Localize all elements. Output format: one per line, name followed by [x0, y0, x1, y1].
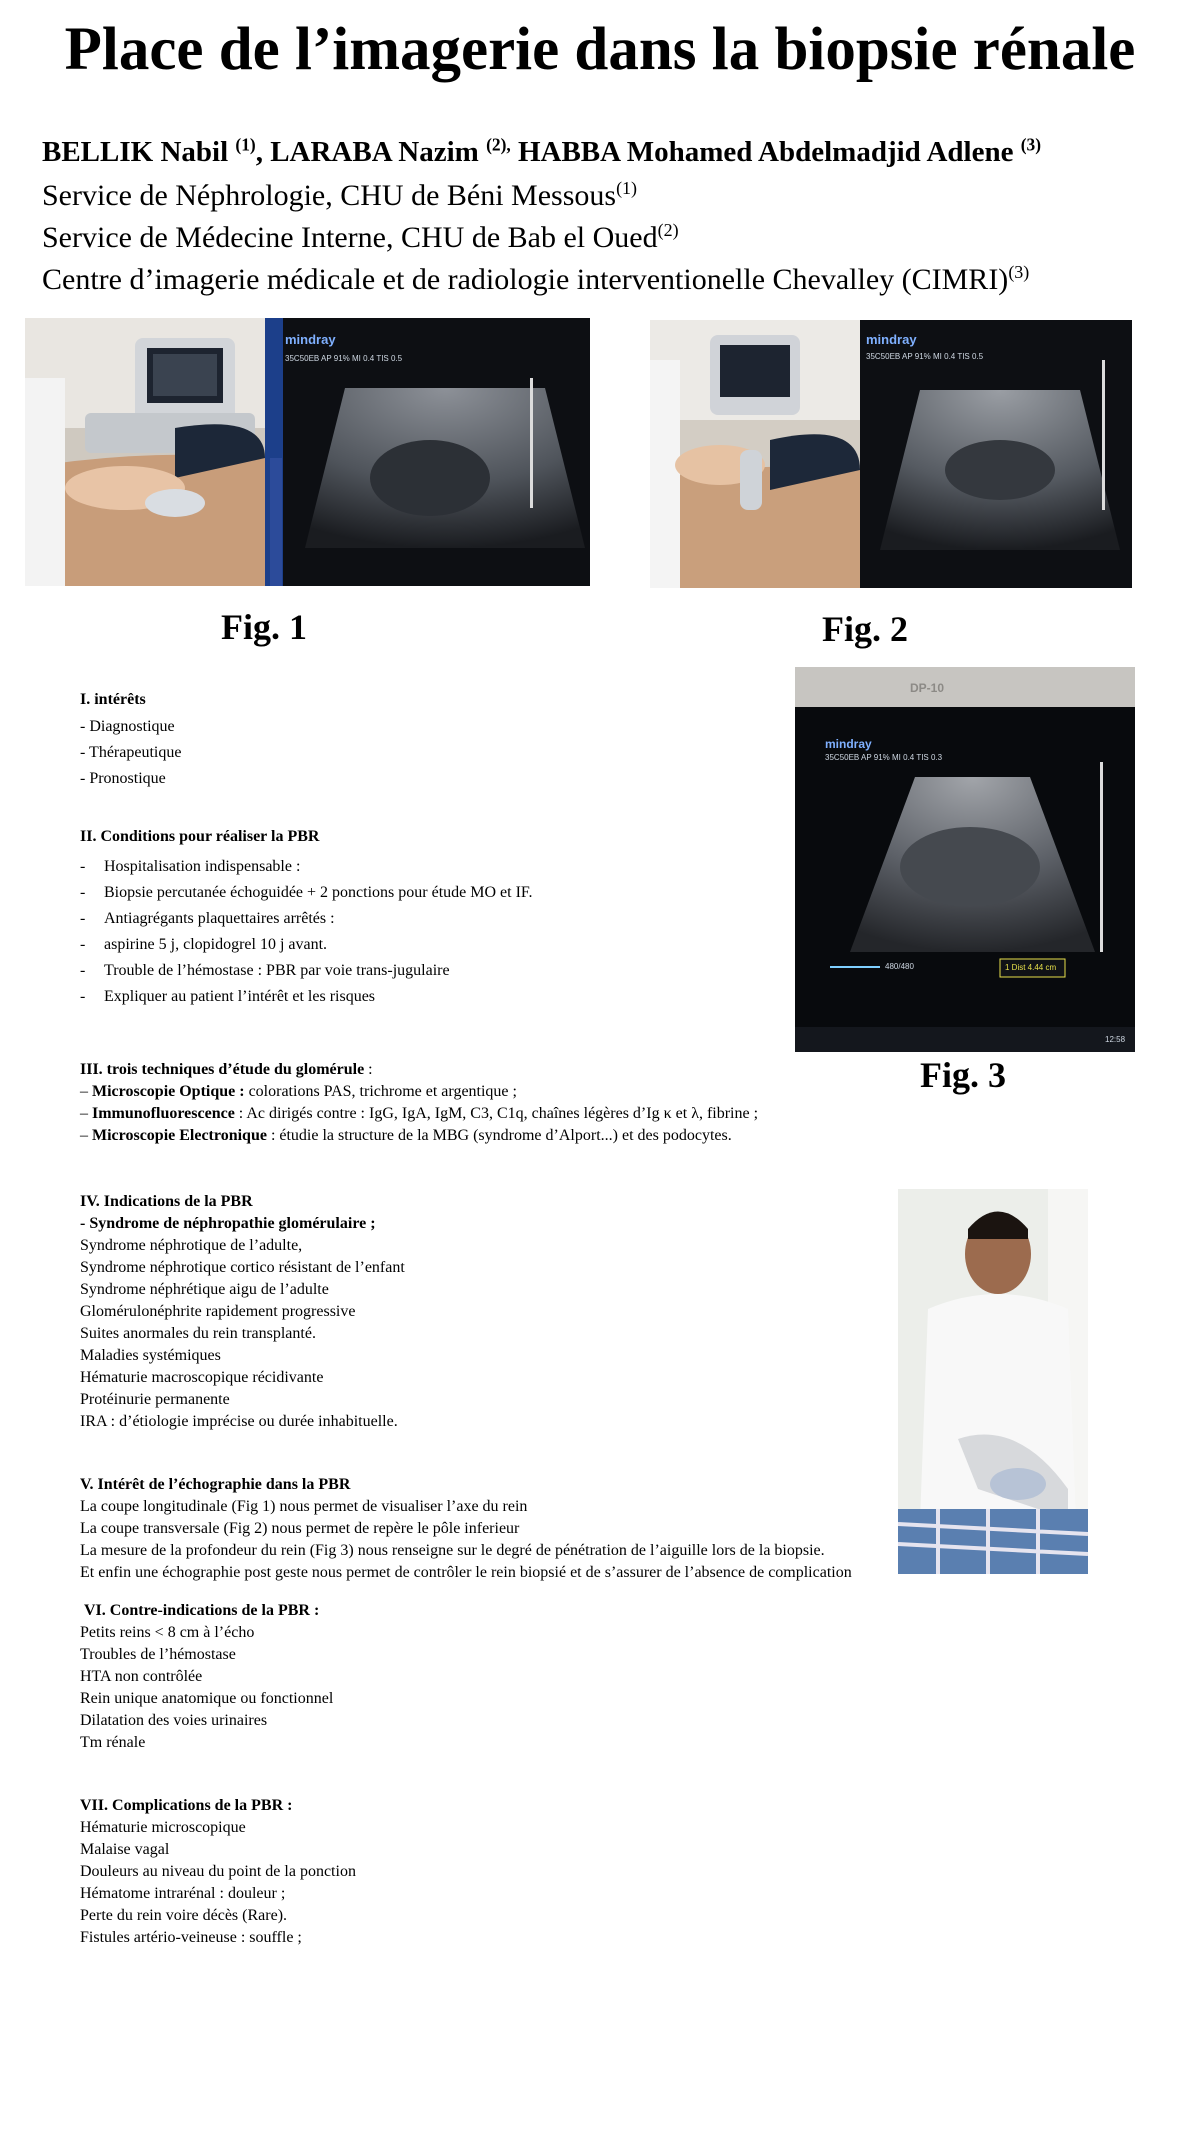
figure-3-counter: 480/480 [885, 962, 914, 971]
affiliation-3-text: Centre d’imagerie médicale et de radiologie interventionelle Chevalley (CIMRI) [42, 263, 1009, 296]
complication-item: Perte du rein voire décès (Rare). [80, 1907, 288, 1924]
affiliation-1-text: Service de Néphrologie, CHU de Béni Messous [42, 179, 617, 212]
affiliation-3 [42, 260, 1029, 300]
complication-item: Malaise vagal [80, 1841, 170, 1858]
contraindication-item: HTA non contrôlée [80, 1668, 203, 1685]
affiliation-1 [42, 176, 637, 216]
indication-item: Syndrome néphrétique aigu de l’adulte [80, 1281, 329, 1298]
figure-1-params: 35C50EB AP 91% MI 0.4 TIS 0.5 [285, 354, 403, 363]
technique-dash: – [80, 1083, 92, 1100]
indication-item: Protéinurie permanente [80, 1391, 230, 1408]
technique-name: Immunofluorescence [92, 1105, 235, 1122]
figure-1-caption: Fig. 1 [221, 607, 307, 647]
affiliation-2-sup: (2) [657, 220, 679, 240]
technique-row [80, 1081, 758, 1103]
doctor-photo [898, 1189, 1088, 1574]
section-interets [80, 689, 181, 790]
echo-item: La coupe transversale (Fig 2) nous permet de repère le pôle inferieur [80, 1520, 520, 1537]
section-2-item-text: Biopsie percutanée échoguidée + 2 ponctions pour étude MO et IF. [104, 884, 533, 901]
doctor-photo-illustration [898, 1189, 1088, 1574]
author-1: BELLIK Nabil [42, 136, 236, 168]
complication-item: Hématurie microscopique [80, 1819, 246, 1836]
author-3: HABBA Mohamed Abdelmadjid Adlene [510, 136, 1021, 168]
section-2-heading: II. Conditions pour réaliser la PBR [80, 828, 320, 845]
figure-3-image [795, 667, 1135, 1052]
author-2-affil: (2), [486, 134, 511, 155]
section-1-heading: I. intérêts [80, 691, 146, 708]
section-2-item-text: Antiagrégants plaquettaires arrêtés : [104, 910, 335, 927]
section-2-item: - aspirine 5 j, clopidogrel 10 j avant. [80, 936, 328, 953]
technique-dash: – [80, 1105, 92, 1122]
affiliation-2 [42, 218, 679, 258]
section-2-item: - Expliquer au patient l’intérêt et les risques [80, 988, 376, 1005]
section-4-heading: IV. Indications de la PBR [80, 1193, 253, 1210]
section-2-item: - Hospitalisation indispensable : [80, 858, 301, 875]
technique-desc: colorations PAS, trichrome et argentique ; [244, 1083, 517, 1100]
contraindication-item: Dilatation des voies urinaires [80, 1712, 268, 1729]
figure-2-brand: mindray [866, 332, 917, 347]
section-3-heading-tail: : [364, 1061, 373, 1078]
author-3-affil: (3) [1020, 134, 1041, 155]
contraindication-item: Troubles de l’hémostase [80, 1646, 236, 1663]
section-contre-indications [80, 1600, 333, 1754]
indication-item: Hématurie macroscopique récidivante [80, 1369, 324, 1386]
author-1-affil: (1) [235, 134, 256, 155]
figure-3-clock: 12:58 [1105, 1035, 1126, 1044]
figure-3-distance-readout: 1 Dist 4.44 cm [1005, 963, 1057, 972]
technique-desc: : Ac dirigés contre : IgG, IgA, IgM, C3, C1q, chaînes légères d’Ig κ et λ, fibrine ; [234, 1105, 759, 1122]
complication-item: Douleurs au niveau du point de la ponction [80, 1863, 356, 1880]
technique-desc: : étudie la structure de la MBG (syndrome d’Alport...) et des podocytes. [266, 1127, 732, 1144]
figure-3-photo-illustration [795, 667, 1135, 1052]
figure-1-image [25, 318, 590, 586]
indication-item: IRA : d’étiologie imprécise ou durée inhabituelle. [80, 1413, 398, 1430]
section-7-heading: VII. Complications de la PBR : [80, 1797, 293, 1814]
author-2: , LARABA Nazim [255, 136, 487, 168]
poster-title: Place de l’imagerie dans la biopsie rénale [64, 16, 1136, 83]
section-2-item: - Trouble de l’hémostase : PBR par voie trans-jugulaire [80, 962, 450, 979]
section-1-item: - Diagnostique [80, 718, 175, 735]
indication-item: Maladies systémiques [80, 1347, 221, 1364]
indication-item: Suites anormales du rein transplanté. [80, 1325, 316, 1342]
contraindication-item: Rein unique anatomique ou fonctionnel [80, 1690, 334, 1707]
echo-item: La coupe longitudinale (Fig 1) nous permet de visualiser l’axe du rein [80, 1498, 528, 1515]
figure-3-params: 35C50EB AP 91% MI 0.4 TIS 0.3 [825, 753, 943, 762]
indication-item: Syndrome néphrotique de l’adulte, [80, 1237, 303, 1254]
affiliation-2-text: Service de Médecine Interne, CHU de Bab el Oued [42, 221, 658, 254]
technique-row [80, 1103, 758, 1125]
section-2-item-text: Trouble de l’hémostase : PBR par voie trans-jugulaire [104, 962, 450, 979]
affiliation-3-sup: (3) [1008, 262, 1030, 282]
figure-3-brand: mindray [825, 737, 872, 751]
figure-1-brand: mindray [285, 332, 336, 347]
indication-item: Syndrome néphrotique cortico résistant de l’enfant [80, 1259, 405, 1276]
section-techniques [80, 1059, 758, 1147]
technique-dash: – [80, 1127, 92, 1144]
figure-2-params: 35C50EB AP 91% MI 0.4 TIS 0.5 [866, 352, 984, 361]
echo-item: La mesure de la profondeur du rein (Fig 3) nous renseigne sur le degré de pénétration de l’aiguille lors de la biopsie. [80, 1542, 825, 1559]
affiliation-1-sup: (1) [616, 178, 638, 198]
section-2-item-text: Hospitalisation indispensable : [104, 858, 301, 875]
section-6-heading: VI. Contre-indications de la PBR : [84, 1602, 320, 1619]
figure-2-caption: Fig. 2 [822, 609, 908, 649]
figure-3-monitor-label: DP-10 [910, 681, 945, 695]
section-4-subheading: - Syndrome de néphropathie glomérulaire ; [80, 1215, 376, 1232]
contraindication-item: Petits reins < 8 cm à l’écho [80, 1624, 255, 1641]
section-echographie [80, 1474, 852, 1584]
technique-row [80, 1125, 758, 1147]
technique-name: Microscopie Optique : [92, 1083, 245, 1100]
section-complications [80, 1795, 356, 1949]
indication-item: Glomérulonéphrite rapidement progressive [80, 1303, 356, 1320]
section-2-item: - Biopsie percutanée échoguidée + 2 ponctions pour étude MO et IF. [80, 884, 533, 901]
section-2-item: - Antiagrégants plaquettaires arrêtés : [80, 910, 335, 927]
section-3-heading-line [80, 1059, 758, 1081]
section-5-heading: V. Intérêt de l’échographie dans la PBR [80, 1476, 351, 1493]
complication-item: Fistules artério-veineuse : souffle ; [80, 1929, 302, 1946]
authors-line [42, 132, 1041, 172]
section-3-heading: III. trois techniques d’étude du glomérule [80, 1061, 365, 1078]
section-conditions [80, 826, 533, 1008]
section-2-item-text: aspirine 5 j, clopidogrel 10 j avant. [104, 936, 328, 953]
technique-name: Microscopie Electronique [92, 1127, 267, 1144]
figure-3-caption: Fig. 3 [920, 1055, 1006, 1095]
complication-item: Hématome intrarénal : douleur ; [80, 1885, 286, 1902]
section-indications [80, 1191, 405, 1433]
echo-item: Et enfin une échographie post geste nous permet de contrôler le rein biopsié et de s’assurer de l’absence de complication [80, 1564, 852, 1581]
section-1-item: - Pronostique [80, 770, 166, 787]
figure-2-image [650, 320, 1132, 588]
section-1-item: - Thérapeutique [80, 744, 182, 761]
section-2-item-text: Expliquer au patient l’intérêt et les risques [104, 988, 376, 1005]
contraindication-item: Tm rénale [80, 1734, 146, 1751]
